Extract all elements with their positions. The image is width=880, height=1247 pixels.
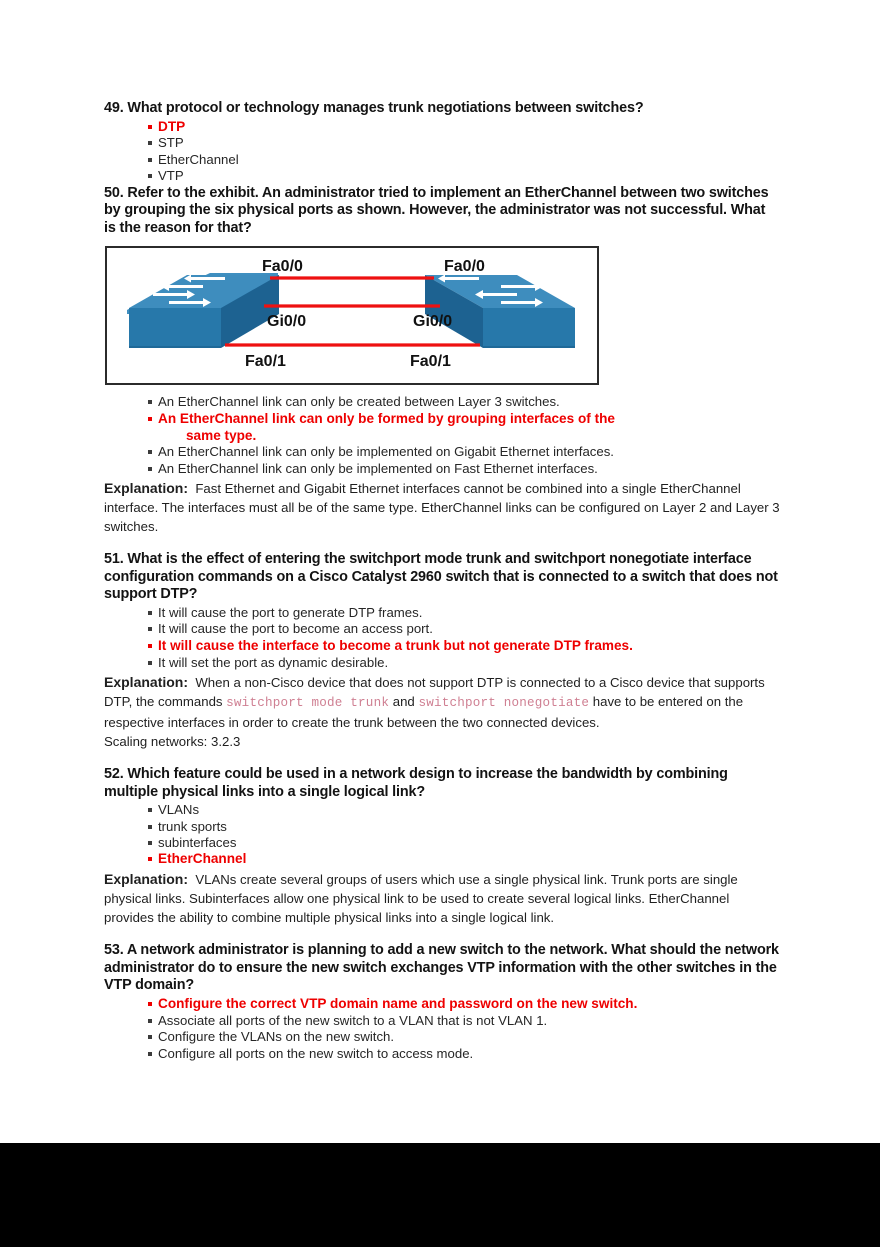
answer-option-53-1[interactable]: [148, 996, 780, 1013]
question-block-49: [104, 100, 780, 185]
label-left-fa0-0: Fa0/0: [262, 258, 303, 276]
bullet-square-icon: [148, 808, 152, 812]
bottom-black-band: [0, 1143, 880, 1247]
explanation-lead: Explanation:: [104, 871, 189, 888]
explanation-mid: and: [389, 694, 419, 709]
answer-label-wrap: [158, 411, 780, 445]
document-content: [104, 100, 780, 1062]
answer-option-49-4[interactable]: [148, 168, 780, 184]
label-right-fa0-0: Fa0/0: [444, 258, 485, 276]
exhibit-diagram: [107, 248, 597, 383]
label-right-gi0-0: Gi0/0: [413, 313, 453, 331]
explanation-lead: Explanation:: [104, 480, 189, 497]
bullet-square-icon: [148, 467, 152, 471]
switch-icon-left: [127, 273, 279, 348]
answer-label: It will cause the port to become an access port.: [158, 621, 433, 637]
answer-option-52-2[interactable]: [148, 819, 780, 835]
etherchannel-topology-exhibit: [105, 246, 599, 385]
bullet-square-icon: [148, 841, 152, 845]
answer-option-53-4[interactable]: [148, 1046, 780, 1062]
bullet-square-icon: [148, 1019, 152, 1023]
bullet-square-icon: [148, 450, 152, 454]
answer-label: VTP: [158, 168, 184, 184]
explanation-part2: have to be entered on the respective interfaces in order to create the trunk between the two connected devices.: [104, 694, 744, 730]
answer-label: Configure the VLANs on the new switch.: [158, 1029, 395, 1045]
question-block-51: [104, 551, 780, 751]
answer-label: DTP: [158, 118, 186, 134]
answer-option-49-1[interactable]: [148, 119, 780, 136]
question-block-50: [104, 185, 780, 537]
question-text-50: 50. Refer to the exhibit. An administrator tried to implement an EtherChannel between two switches by grouping the six physical ports as shown. However, the administrator was not successful. What is the reason for that?: [104, 184, 769, 236]
answer-label: An EtherChannel link can only be formed by grouping interfaces of the: [158, 410, 615, 426]
command-switchport-mode-trunk: switchport mode trunk: [226, 696, 390, 710]
answer-option-49-2[interactable]: [148, 135, 780, 151]
answer-label: An EtherChannel link can only be created between Layer 3 switches.: [158, 394, 560, 410]
answer-option-53-2[interactable]: [148, 1013, 780, 1029]
bullet-square-icon: [148, 661, 152, 665]
answer-label: An EtherChannel link can only be implemented on Fast Ethernet interfaces.: [158, 460, 598, 476]
switch-icon-right: [425, 275, 575, 349]
question-block-53: [104, 942, 780, 1062]
question-block-52: [104, 766, 780, 927]
bullet-square-icon: [148, 1052, 152, 1056]
answer-option-51-1[interactable]: [148, 605, 780, 621]
exhibit-port-labels: [245, 258, 485, 370]
answer-list-50: [104, 394, 780, 477]
label-right-fa0-1: Fa0/1: [410, 353, 451, 371]
answer-list-51: [104, 605, 780, 671]
label-left-fa0-1: Fa0/1: [245, 353, 286, 371]
answer-label: Configure the correct VTP domain name and password on the new switch.: [158, 995, 638, 1011]
bullet-square-icon: [148, 158, 152, 162]
command-switchport-nonegotiate: switchport nonegotiate: [418, 696, 590, 710]
answer-option-52-3[interactable]: [148, 835, 780, 851]
bullet-square-icon: [148, 611, 152, 615]
question-text-52: 52. Which feature could be used in a network design to increase the bandwidth by combining multiple physical links into a single logical link?: [104, 766, 728, 800]
answer-option-51-4[interactable]: [148, 655, 780, 671]
answer-option-53-3[interactable]: [148, 1029, 780, 1045]
question-text-49: 49. What protocol or technology manages trunk negotiations between switches?: [104, 100, 644, 116]
answer-option-51-3[interactable]: [148, 638, 780, 655]
explanation-51: [104, 673, 780, 751]
explanation-part1: When a non-Cisco device that does not support DTP is connected to a Cisco device that supports DTP, the commands: [104, 675, 765, 709]
bullet-square-icon: [148, 627, 152, 631]
answer-option-49-3[interactable]: [148, 152, 780, 168]
answer-label: STP: [158, 135, 184, 151]
bullet-square-icon: [148, 417, 152, 421]
bullet-square-icon: [148, 857, 152, 861]
answer-label: Configure all ports on the new switch to access mode.: [158, 1045, 474, 1061]
explanation-body: Fast Ethernet and Gigabit Ethernet interfaces cannot be combined into a single EtherChannel interface. The interfaces must all be of the same type. EtherChannel links can be configured on Layer 2 and Layer 3 switches.: [104, 481, 780, 535]
explanation-50: [104, 479, 780, 536]
answer-option-50-3[interactable]: [148, 444, 780, 460]
explanation-52: [104, 870, 780, 927]
answer-label: It will set the port as dynamic desirable.: [158, 654, 389, 670]
question-text-51: 51. What is the effect of entering the switchport mode trunk and switchport nonegotiate interface configuration commands on a Cisco Catalyst 2960 switch that is connected to a switch that does not support DTP?: [104, 551, 778, 603]
answer-label: trunk sports: [158, 818, 227, 834]
bullet-square-icon: [148, 825, 152, 829]
answer-label: EtherChannel: [158, 851, 247, 867]
bullet-square-icon: [148, 1002, 152, 1006]
answer-list-52: [104, 802, 780, 868]
bullet-square-icon: [148, 141, 152, 145]
answer-label: An EtherChannel link can only be implemented on Gigabit Ethernet interfaces.: [158, 444, 614, 460]
bullet-square-icon: [148, 1035, 152, 1039]
answer-label: EtherChannel: [158, 151, 239, 167]
bullet-square-icon: [148, 400, 152, 404]
answer-label: It will cause the interface to become a trunk but not generate DTP frames.: [158, 637, 633, 653]
answer-option-50-4[interactable]: [148, 461, 780, 477]
answer-label: Associate all ports of the new switch to a VLAN that is not VLAN 1.: [158, 1012, 548, 1028]
question-text-53: 53. A network administrator is planning to add a new switch to the network. What should the network administrator do to ensure the new switch exchanges VTP information with the other switches in the VTP domain?: [104, 942, 779, 994]
answer-label-line2: same type.: [186, 427, 257, 443]
answer-list-53: [104, 996, 780, 1062]
bullet-square-icon: [148, 644, 152, 648]
label-left-gi0-0: Gi0/0: [267, 313, 307, 331]
explanation-body: VLANs create several groups of users which use a single physical link. Trunk ports are single physical links. Subinterfaces allow one physical link to be used to create several logical links. EtherChannel provides the ability to combine multiple physical links into a single logical link.: [104, 872, 738, 926]
answer-option-52-4[interactable]: [148, 851, 780, 868]
answer-label: subinterfaces: [158, 835, 237, 850]
answer-list-49: [104, 119, 780, 185]
bullet-square-icon: [148, 174, 152, 178]
answer-option-51-2[interactable]: [148, 621, 780, 637]
bullet-square-icon: [148, 125, 152, 129]
answer-option-52-1[interactable]: [148, 802, 780, 818]
answer-label: VLANs: [158, 802, 200, 818]
answer-option-50-2[interactable]: [148, 411, 780, 445]
explanation-lead: Explanation:: [104, 674, 189, 690]
answer-label: It will cause the port to generate DTP frames.: [158, 604, 423, 620]
explanation-reference: Scaling networks: 3.2.3: [104, 734, 241, 749]
answer-option-50-1[interactable]: [148, 394, 780, 410]
